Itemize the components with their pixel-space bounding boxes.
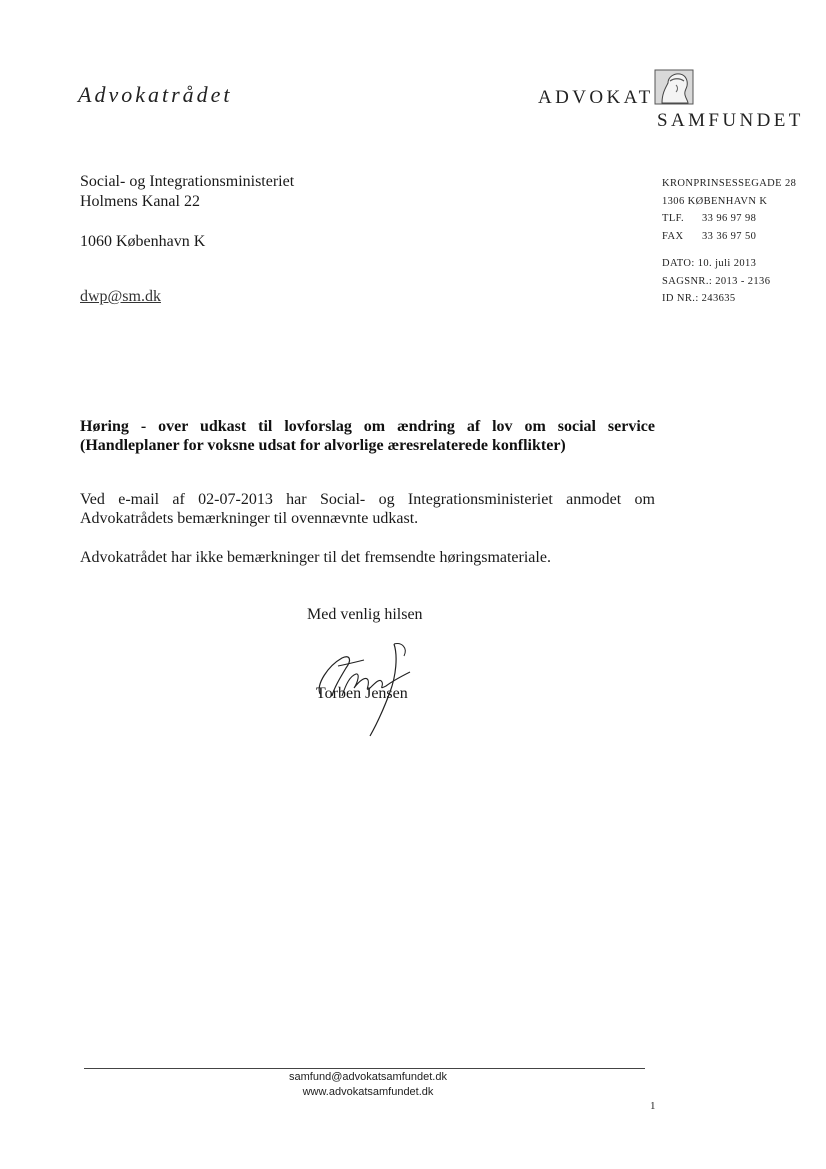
phone-label: TLF. bbox=[662, 213, 685, 224]
footer-divider bbox=[84, 1068, 645, 1069]
recipient-city: 1060 København K bbox=[80, 233, 206, 250]
letter-date: DATO: 10. juli 2013 bbox=[662, 258, 757, 269]
id-number: ID NR.: 243635 bbox=[662, 293, 736, 304]
recipient-email-link[interactable]: dwp@sm.dk bbox=[80, 288, 161, 305]
letter-metadata bbox=[662, 255, 770, 308]
body-paragraph-1 bbox=[80, 490, 655, 528]
sender-fax-row bbox=[662, 228, 796, 246]
subject-line-2: (Handleplaner for voksne udsat for alvorlige æresrelaterede konflikter) bbox=[80, 437, 566, 454]
sender-phone-row bbox=[662, 210, 796, 228]
fax-value: 33 36 97 50 bbox=[702, 230, 757, 242]
footer-website[interactable]: www.advokatsamfundet.dk bbox=[302, 1086, 434, 1098]
recipient-street: Holmens Kanal 22 bbox=[80, 193, 200, 210]
logo-wordmark-top: ADVOKAT bbox=[538, 87, 654, 108]
logo-wordmark-bottom: SAMFUNDET bbox=[657, 110, 804, 131]
letter-subject bbox=[80, 417, 655, 455]
subject-line-1: Høring - over udkast til lovforslag om ændring af lov om social service bbox=[80, 418, 655, 435]
fax-label: FAX bbox=[662, 230, 684, 242]
signer-name: Torben Jensen bbox=[316, 685, 408, 702]
statue-head-icon bbox=[654, 69, 694, 105]
phone-value: 33 96 97 98 bbox=[702, 213, 757, 224]
recipient-name: Social- og Integrationsministeriet bbox=[80, 173, 295, 190]
body-paragraph-2: Advokatrådet har ikke bemærkninger til det fremsendte høringsmateriale. bbox=[80, 549, 551, 566]
body-paragraph-1-line-1: Ved e-mail af 02-07-2013 har Social- og Integrationsministeriet anmodet om bbox=[80, 491, 655, 508]
sender-street: KRONPRINSESSEGADE 28 bbox=[662, 178, 797, 189]
page-number: 1 bbox=[650, 1100, 656, 1112]
body-paragraph-1-line-2: Advokatrådets bemærkninger til ovennævnte udkast. bbox=[80, 510, 419, 527]
sender-address bbox=[662, 175, 796, 245]
closing-greeting: Med venlig hilsen bbox=[307, 606, 423, 623]
footer-email[interactable]: samfund@advokatsamfundet.dk bbox=[289, 1071, 447, 1083]
recipient-address bbox=[80, 172, 294, 252]
sender-city: 1306 KØBENHAVN K bbox=[662, 195, 768, 207]
case-number: SAGSNR.: 2013 - 2136 bbox=[662, 275, 771, 287]
council-name: Advokatrådet bbox=[78, 82, 233, 107]
